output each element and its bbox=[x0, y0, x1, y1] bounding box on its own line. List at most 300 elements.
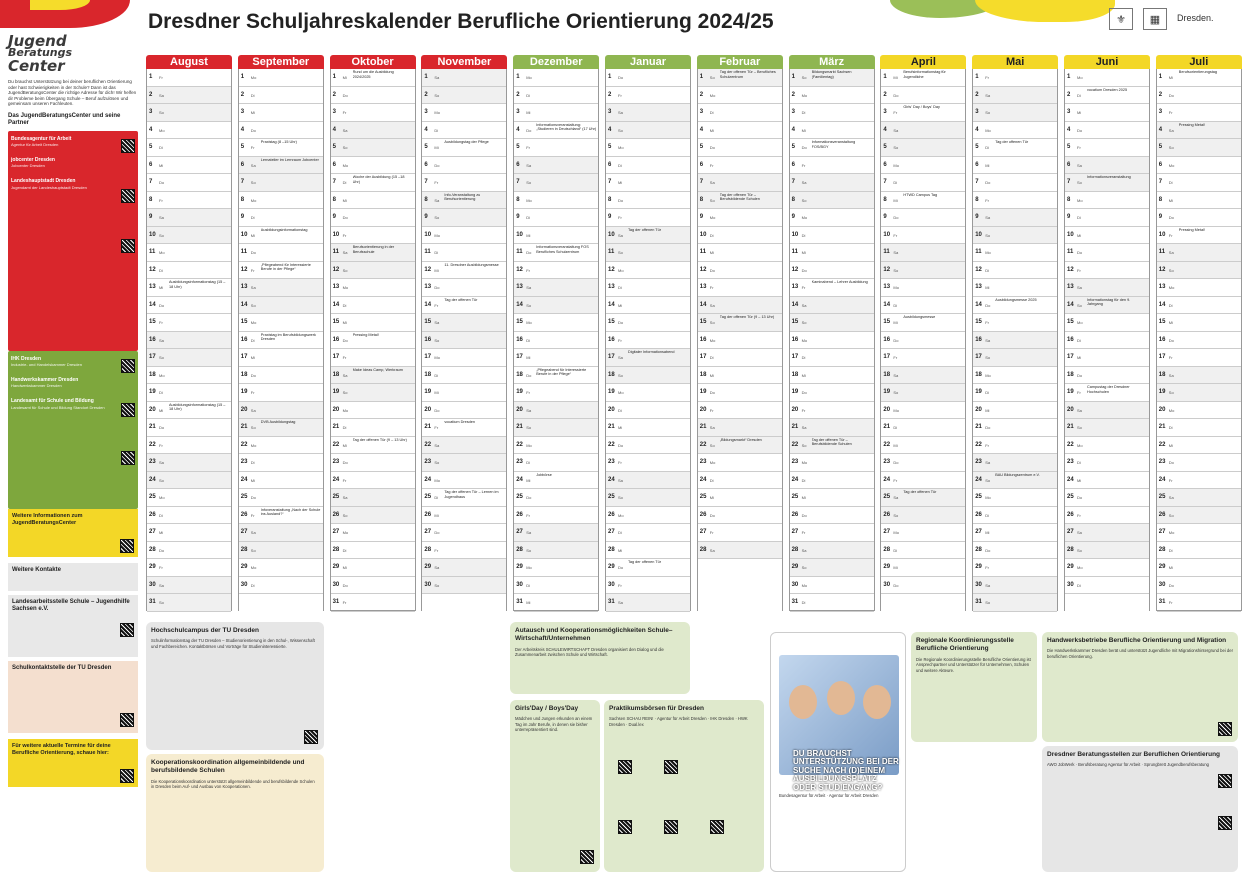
calendar-event[interactable]: HTWD Campus Tag bbox=[903, 192, 938, 197]
partners-green-box bbox=[8, 351, 138, 509]
qr-code-icon[interactable] bbox=[664, 820, 678, 834]
day-row bbox=[422, 402, 506, 420]
qr-code-icon[interactable] bbox=[120, 539, 134, 553]
weekday-label: Fr bbox=[709, 285, 714, 290]
day-number: 29 bbox=[883, 564, 891, 570]
day-number: 22 bbox=[608, 441, 615, 448]
weekday-label: Fr bbox=[801, 407, 806, 413]
day-row bbox=[331, 332, 415, 350]
day-number: 23 bbox=[699, 459, 707, 465]
calendar-event[interactable]: 11. Dresdner Ausbildungsmesse bbox=[444, 262, 499, 267]
day-row bbox=[973, 244, 1057, 262]
qr-code-icon[interactable] bbox=[618, 820, 632, 834]
day-number: 22 bbox=[975, 441, 982, 448]
qr-code-icon[interactable] bbox=[618, 760, 632, 774]
weekday-label: Mo bbox=[1168, 407, 1175, 413]
qr-code-icon[interactable] bbox=[121, 189, 135, 203]
day-row bbox=[1065, 437, 1149, 455]
month-column-februar bbox=[697, 55, 783, 611]
day-number: 15 bbox=[516, 319, 523, 325]
calendar-event[interactable]: Ausbildungstag der Pflege bbox=[444, 140, 489, 144]
day-row bbox=[147, 279, 231, 297]
person-3 bbox=[863, 685, 891, 719]
day-number: 24 bbox=[332, 476, 340, 483]
calendar-event[interactable]: Ausbildungsmesse bbox=[903, 315, 936, 319]
day-number: 17 bbox=[608, 354, 615, 360]
day-row bbox=[422, 227, 506, 245]
day-row bbox=[514, 332, 598, 350]
day-row bbox=[1157, 157, 1241, 175]
day-row bbox=[147, 87, 231, 105]
day-row bbox=[331, 104, 415, 122]
calendar-event[interactable]: Pressing Metal! bbox=[1178, 227, 1205, 232]
weekday-label: Mi bbox=[159, 285, 164, 290]
day-row bbox=[606, 332, 690, 350]
calendar-event[interactable]: Tag der offenen Tür bbox=[903, 490, 937, 494]
calendar-event[interactable]: Ausbildungsinformationstag bbox=[260, 227, 308, 232]
page-title: Dresdner Schuljahreskalender Berufliche Orientierung 2024/25 bbox=[148, 10, 774, 33]
day-row bbox=[973, 209, 1057, 227]
panel-agentur-ad bbox=[770, 632, 906, 872]
day-row bbox=[147, 419, 231, 437]
calendar-event[interactable]: Digitaler Informationsabend bbox=[628, 350, 675, 354]
weekday-label: Mo bbox=[250, 565, 257, 570]
day-number: 2 bbox=[608, 91, 612, 98]
weekday-label: Do bbox=[801, 145, 807, 150]
calendar-event[interactable]: Infoveranstaltung „Nach der Schule ins Ausland?“ bbox=[260, 507, 321, 517]
day-row bbox=[514, 297, 598, 315]
qr-code-icon[interactable] bbox=[121, 239, 135, 253]
calendar-event[interactable]: Lernatelier im Lernraum Jobcenter bbox=[260, 157, 319, 162]
day-row bbox=[1157, 87, 1241, 105]
calendar-event[interactable]: Berufsinformationstag für Jugendliche bbox=[903, 70, 946, 79]
day-number: 3 bbox=[1067, 109, 1071, 115]
day-number: 16 bbox=[608, 336, 615, 343]
calendar-event[interactable]: „Bildungsmarkt“ Dresden bbox=[719, 437, 762, 442]
qr-code-icon[interactable] bbox=[1218, 722, 1232, 736]
day-row bbox=[790, 402, 874, 420]
calendar-event[interactable]: Praxistag im Berufsbildungswerk Dresden bbox=[260, 332, 316, 342]
weekday-label: Mo bbox=[985, 372, 991, 378]
day-row bbox=[1157, 244, 1241, 262]
day-number: 8 bbox=[1158, 196, 1163, 203]
calendar-event[interactable]: vocatium Dresden 2025 bbox=[1087, 87, 1128, 92]
dresden-logo-text: Dresden. bbox=[1177, 13, 1214, 24]
weekday-label: Do bbox=[893, 460, 899, 465]
day-row bbox=[606, 437, 690, 455]
calendar-event[interactable]: Ausbildungsinformationstag (15 – 18 Uhr) bbox=[169, 280, 226, 289]
day-row bbox=[422, 87, 506, 105]
day-number: 8 bbox=[883, 196, 887, 203]
day-number: 22 bbox=[424, 441, 432, 448]
weekday-label: Di bbox=[709, 232, 714, 238]
day-row bbox=[514, 244, 598, 262]
qr-code-icon[interactable] bbox=[120, 623, 134, 637]
calendar-event[interactable]: „Pflegeabend für Interessierte Berufe in der Pflege“ bbox=[536, 367, 587, 377]
day-row bbox=[331, 594, 415, 612]
calendar-event[interactable]: Jobbörse bbox=[536, 472, 552, 477]
day-number: 12 bbox=[883, 266, 891, 273]
day-number: 26 bbox=[149, 511, 156, 518]
weekday-label: Do bbox=[709, 145, 715, 150]
qr-code-icon[interactable] bbox=[121, 403, 135, 417]
day-row bbox=[698, 577, 782, 595]
weekday-label: Sa bbox=[893, 372, 899, 378]
month-header: Juni bbox=[1064, 55, 1150, 69]
partner-sub: Jobcenter Dresden bbox=[11, 163, 45, 169]
qr-code-icon[interactable] bbox=[580, 850, 594, 864]
calendar-event[interactable]: Tag der offenen Tür – Lernen im Jugendhaus bbox=[444, 490, 499, 499]
calendar-event[interactable]: Make Ideas Camp, Werkraum bbox=[352, 367, 403, 372]
day-number: 18 bbox=[1067, 371, 1074, 378]
weekday-label: Sa bbox=[159, 337, 164, 343]
month-days bbox=[330, 69, 416, 611]
weekday-label: So bbox=[434, 92, 440, 98]
day-row bbox=[606, 472, 690, 490]
calendar-event[interactable]: Tag der offenen Tür (9 – 13 Uhr) bbox=[352, 437, 407, 442]
calendar-event[interactable]: Informationsveranstaltung bbox=[1087, 175, 1131, 179]
weekday-label: Do bbox=[342, 92, 348, 98]
calendar-event[interactable]: Bildungsmarkt Sachsen (Familientag) bbox=[811, 70, 852, 79]
weekday-label: Mi bbox=[801, 127, 806, 133]
weekday-label: Mo bbox=[434, 355, 440, 360]
weekday-label: Di bbox=[1077, 215, 1081, 220]
panel-title: Autausch und Kooperationsmöglichkeiten Schule–Wirtschaft/Unternehmen bbox=[515, 627, 673, 643]
day-row bbox=[790, 384, 874, 402]
day-row bbox=[1065, 262, 1149, 280]
weekday-label: Mo bbox=[250, 197, 257, 203]
day-row bbox=[422, 139, 506, 157]
weekday-label: Fr bbox=[434, 302, 439, 308]
day-number: 27 bbox=[332, 529, 340, 535]
weekday-label: Di bbox=[1077, 460, 1081, 465]
brand-line-1: Jugend bbox=[8, 32, 67, 50]
calendar-event[interactable]: Kaminabend – Lehrer Ausbildung bbox=[811, 280, 868, 284]
weekday-label: Di bbox=[618, 285, 622, 290]
bottom-info-panels bbox=[146, 622, 1238, 872]
calendar-event[interactable]: Informationsveranstaltung: „Studieren in Deutschland“ (17 Uhr) bbox=[536, 122, 597, 132]
calendar-event[interactable]: DVB Ausbildungstag bbox=[260, 420, 296, 424]
partner-sub: Handwerkskammer Dresden bbox=[11, 383, 62, 389]
calendar-event[interactable]: Tag der offenen Tür – Berufliches Schulzentrum bbox=[719, 70, 776, 79]
calendar-event[interactable]: Praxistag (8 –15 Uhr) bbox=[260, 140, 297, 144]
weekday-label: Mo bbox=[709, 337, 716, 343]
day-row bbox=[422, 332, 506, 350]
weekday-label: Mi bbox=[1168, 197, 1174, 203]
weekday-label: Sa bbox=[618, 477, 623, 483]
month-days bbox=[421, 69, 507, 611]
day-row bbox=[973, 419, 1057, 437]
partner-sub: Jugendamt der Landeshauptstadt Dresden bbox=[11, 184, 87, 190]
weekday-label: Mo bbox=[801, 215, 808, 220]
weekday-label: Mo bbox=[893, 407, 899, 413]
calendar-event[interactable]: Woche der Ausbildung (15 –18 Uhr) bbox=[352, 175, 405, 184]
day-row bbox=[881, 349, 965, 367]
panel-tu-dresden bbox=[146, 622, 324, 750]
weekday-label: Fr bbox=[801, 285, 806, 290]
day-number: 24 bbox=[240, 476, 248, 483]
partner-sub: Agentur für Arbeit Dresden bbox=[11, 142, 59, 148]
day-number: 4 bbox=[424, 126, 428, 133]
calendar-event[interactable]: Pressing Metal! bbox=[352, 332, 379, 337]
weekday-label: Fr bbox=[985, 75, 989, 80]
weekday-label: Sa bbox=[801, 302, 807, 308]
day-number: 10 bbox=[608, 231, 615, 238]
day-row bbox=[698, 279, 782, 297]
day-row bbox=[1157, 419, 1241, 437]
day-number: 4 bbox=[883, 126, 887, 133]
weekday-label: Di bbox=[709, 355, 714, 360]
day-row bbox=[1157, 454, 1241, 472]
weekday-label: Di bbox=[985, 267, 989, 273]
day-number: 5 bbox=[332, 144, 336, 150]
weekday-label: Fr bbox=[434, 547, 439, 553]
weekday-label: Mo bbox=[1077, 320, 1083, 325]
weekday-label: Sa bbox=[250, 407, 256, 413]
day-row bbox=[606, 594, 690, 612]
weekday-label: Di bbox=[985, 512, 989, 518]
day-number: 30 bbox=[791, 581, 799, 588]
day-row bbox=[1065, 349, 1149, 367]
day-row bbox=[514, 122, 598, 140]
day-number: 31 bbox=[149, 599, 156, 605]
day-row bbox=[790, 227, 874, 245]
day-row bbox=[147, 104, 231, 122]
weekday-label: Fr bbox=[526, 145, 530, 150]
day-row bbox=[881, 297, 965, 315]
calendar-event[interactable]: Informationstag für den 9. Jahrgang bbox=[1087, 297, 1131, 307]
calendar-event[interactable]: vocatium Dresden bbox=[444, 420, 475, 424]
weekday-label: Mi bbox=[709, 250, 715, 255]
weekday-label: Do bbox=[1077, 372, 1083, 378]
day-number: 17 bbox=[699, 354, 707, 360]
weekday-label: Di bbox=[985, 145, 989, 150]
day-number: 16 bbox=[516, 336, 523, 343]
weekday-label: Do bbox=[250, 495, 256, 500]
day-number: 14 bbox=[516, 301, 523, 308]
day-row bbox=[422, 279, 506, 297]
day-row bbox=[422, 594, 506, 612]
weekday-label: Sa bbox=[250, 530, 256, 535]
weekday-label: Mi bbox=[526, 600, 531, 605]
day-row bbox=[1065, 454, 1149, 472]
weekday-label: Di bbox=[342, 547, 347, 553]
weekday-label: Fr bbox=[618, 582, 622, 588]
weekday-label: Sa bbox=[342, 372, 348, 378]
day-number: 6 bbox=[332, 161, 336, 168]
day-number: 18 bbox=[516, 371, 523, 378]
day-row bbox=[1157, 174, 1241, 192]
calendar-event[interactable]: Tag der offenen Tür bbox=[995, 140, 1029, 144]
calendar-event[interactable]: Campustag der Dresdner Hochschulen bbox=[1087, 385, 1130, 394]
calendar-event[interactable]: Rund um die Ausbildung 2024/2025 bbox=[352, 70, 394, 79]
day-row bbox=[239, 297, 323, 315]
qr-code-icon[interactable] bbox=[120, 769, 134, 783]
calendar-event[interactable]: Girls' Day / Boys' Day bbox=[903, 105, 940, 109]
day-row bbox=[881, 314, 965, 332]
day-number: 5 bbox=[516, 144, 520, 150]
weekday-label: Mo bbox=[801, 460, 808, 465]
day-number: 26 bbox=[516, 511, 523, 518]
day-number: 13 bbox=[516, 284, 523, 290]
calendar-event[interactable]: Tag der offenen Tür bbox=[444, 297, 478, 302]
weekday-label: So bbox=[342, 390, 348, 395]
day-number: 1 bbox=[516, 74, 520, 80]
qr-code-icon[interactable] bbox=[710, 820, 724, 834]
day-row bbox=[239, 332, 323, 350]
day-number: 2 bbox=[1158, 91, 1163, 98]
calendar-event[interactable]: Tag der offenen Tür – Berufsbildende Schulen bbox=[719, 192, 760, 202]
day-number: 13 bbox=[240, 284, 248, 290]
day-row bbox=[331, 419, 415, 437]
weekday-label: Do bbox=[801, 512, 807, 518]
day-number: 31 bbox=[1158, 599, 1166, 605]
day-number: 13 bbox=[1158, 284, 1166, 290]
calendar-event[interactable]: Tag der offenen Tür bbox=[628, 227, 661, 232]
qr-code-icon[interactable] bbox=[1218, 774, 1232, 788]
day-row bbox=[790, 244, 874, 262]
calendar-event[interactable]: Ausbildungsinformationstag (15 – 18 Uhr) bbox=[169, 402, 226, 412]
day-row bbox=[514, 279, 598, 297]
qr-code-icon[interactable] bbox=[120, 713, 134, 727]
weekday-label: Do bbox=[985, 425, 991, 430]
weekday-label: Mo bbox=[342, 530, 349, 535]
calendar-event[interactable]: Tag der offenen Tür – Berufsbildende Schulen bbox=[811, 437, 852, 447]
weekday-label: Sa bbox=[801, 180, 807, 185]
day-number: 22 bbox=[332, 441, 340, 448]
weekday-label: Sa bbox=[434, 75, 440, 80]
weekday-label: Do bbox=[709, 390, 715, 395]
weekday-label: So bbox=[1077, 425, 1082, 430]
calendar-event[interactable]: Tag der offenen Tür (9 – 13 Uhr) bbox=[719, 315, 775, 319]
day-number: 3 bbox=[424, 109, 428, 115]
weekday-label: Mi bbox=[801, 250, 806, 255]
day-row bbox=[606, 349, 690, 367]
day-number: 10 bbox=[149, 231, 156, 238]
day-number: 14 bbox=[975, 301, 982, 308]
day-number: 9 bbox=[975, 214, 979, 220]
weekday-label: Di bbox=[250, 460, 255, 465]
day-number: 20 bbox=[424, 406, 432, 413]
day-row bbox=[1157, 122, 1241, 140]
day-number: 23 bbox=[1067, 459, 1074, 465]
weekday-label: Mi bbox=[709, 127, 715, 133]
day-row bbox=[881, 454, 965, 472]
day-number: 17 bbox=[975, 354, 982, 360]
day-number: 26 bbox=[791, 511, 799, 518]
day-number: 19 bbox=[791, 389, 799, 395]
day-row bbox=[973, 454, 1057, 472]
day-row bbox=[698, 174, 782, 192]
weekday-label: Do bbox=[618, 197, 624, 203]
day-row bbox=[790, 419, 874, 437]
calendar-event[interactable]: Ausbildungsmesse 2025 bbox=[995, 297, 1037, 302]
month-days bbox=[1064, 69, 1150, 611]
weekday-label: Sa bbox=[250, 162, 256, 168]
weekday-label: So bbox=[342, 512, 348, 518]
day-number: 13 bbox=[424, 284, 432, 290]
day-row bbox=[973, 542, 1057, 560]
calendar-event[interactable]: BAU Bildungszentrum e.V. bbox=[995, 472, 1040, 477]
day-number: 15 bbox=[149, 319, 156, 325]
day-row bbox=[790, 594, 874, 612]
month-header: August bbox=[146, 55, 232, 69]
day-row bbox=[606, 577, 690, 595]
day-row bbox=[422, 69, 506, 87]
qr-code-icon[interactable] bbox=[121, 451, 135, 465]
day-row bbox=[422, 454, 506, 472]
weekday-label: Do bbox=[1077, 495, 1083, 500]
weekday-label: Mi bbox=[801, 495, 806, 500]
weekday-label: Fr bbox=[159, 565, 163, 570]
day-number: 14 bbox=[149, 301, 156, 308]
day-number: 3 bbox=[332, 109, 336, 115]
day-number: 10 bbox=[332, 231, 340, 238]
day-number: 6 bbox=[240, 161, 245, 168]
calendar-event[interactable]: Informationsveranstaltung FOS Berufliches Schulzentrum bbox=[536, 245, 589, 254]
day-number: 27 bbox=[975, 529, 982, 535]
day-number: 22 bbox=[240, 441, 248, 448]
day-row bbox=[698, 542, 782, 560]
day-number: 28 bbox=[791, 546, 799, 553]
day-row bbox=[881, 87, 965, 105]
calendar-event[interactable]: Informationsveranstaltung FOS/BGY bbox=[811, 140, 856, 149]
day-number: 28 bbox=[1158, 546, 1166, 553]
calendar-event[interactable]: Berufsorientierung in der Berufsschule bbox=[352, 245, 395, 254]
qr-code-icon[interactable] bbox=[664, 760, 678, 774]
day-number: 23 bbox=[516, 459, 523, 465]
day-number: 8 bbox=[791, 196, 795, 203]
contact-lsj-title: Landesarbeitsstelle Schule – Jugendhilfe Sachsen e.V. bbox=[12, 598, 130, 613]
weekday-label: Sa bbox=[893, 127, 899, 133]
day-row bbox=[790, 122, 874, 140]
weekday-label: Mo bbox=[709, 92, 716, 98]
weekday-label: So bbox=[342, 267, 348, 273]
qr-code-icon[interactable] bbox=[304, 730, 318, 744]
day-number: 20 bbox=[240, 406, 248, 413]
weekday-label: So bbox=[985, 355, 991, 360]
day-number: 15 bbox=[240, 319, 248, 325]
weekday-label: Mi bbox=[159, 407, 164, 413]
day-number: 6 bbox=[791, 161, 795, 168]
day-row bbox=[606, 104, 690, 122]
calendar-event[interactable]: „Pflegeabend für Interessierte Berufe in der Pflege“ bbox=[260, 262, 311, 272]
day-number: 17 bbox=[1067, 354, 1074, 360]
weekday-label: Di bbox=[342, 302, 347, 308]
calendar-event[interactable]: Info-Veranstaltung zu Berufsorientierung bbox=[444, 192, 481, 202]
day-number: 8 bbox=[699, 196, 704, 203]
day-number: 20 bbox=[699, 406, 707, 413]
day-number: 27 bbox=[516, 529, 523, 535]
day-row bbox=[147, 594, 231, 612]
day-row bbox=[147, 472, 231, 490]
calendar-event[interactable]: Berufsorientierungstag bbox=[1178, 70, 1217, 74]
calendar-event[interactable]: Tag der offenen Tür bbox=[628, 560, 661, 564]
day-number: 16 bbox=[149, 336, 156, 343]
qr-code-icon[interactable] bbox=[1218, 816, 1232, 830]
day-row bbox=[514, 454, 598, 472]
day-row bbox=[239, 314, 323, 332]
day-number: 27 bbox=[791, 529, 799, 535]
qr-code-icon[interactable] bbox=[121, 139, 135, 153]
month-column-april bbox=[880, 55, 966, 611]
weekday-label: Sa bbox=[1077, 162, 1082, 168]
weekday-label: Fr bbox=[893, 477, 898, 483]
qr-code-icon[interactable] bbox=[121, 359, 135, 373]
weekday-label: Di bbox=[1168, 302, 1173, 308]
day-row bbox=[331, 367, 415, 385]
calendar-event[interactable]: Pressing Metal! bbox=[1178, 122, 1205, 127]
